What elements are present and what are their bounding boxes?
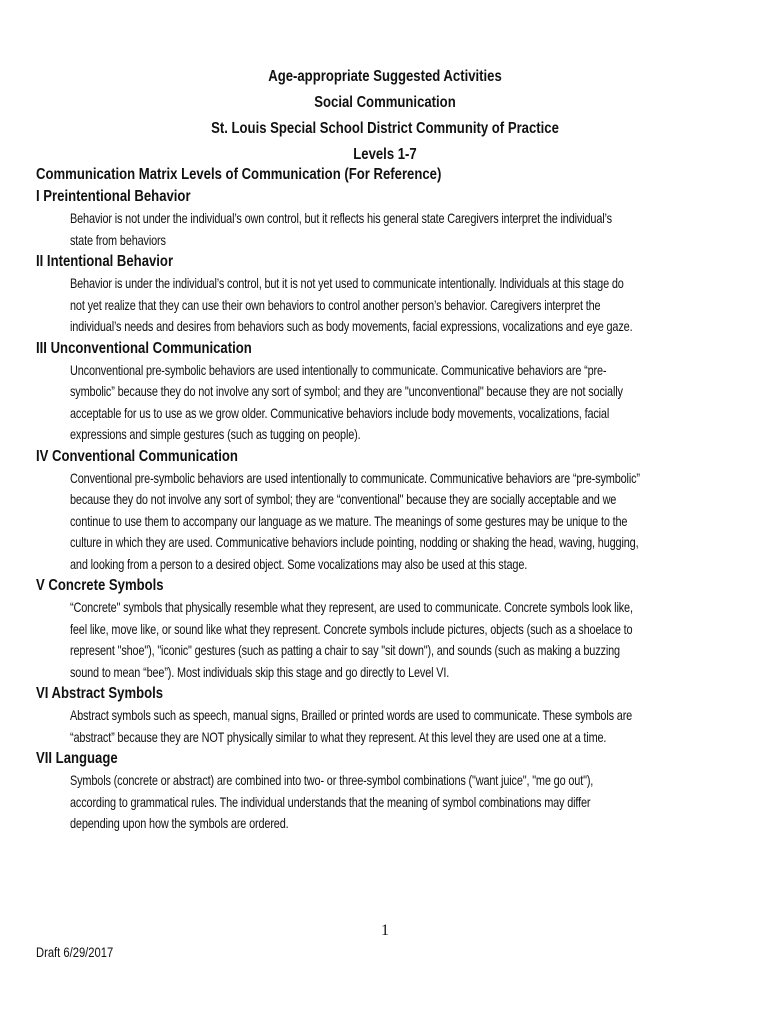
level-description <box>70 208 736 251</box>
level-title: VII Language <box>36 750 118 767</box>
level-section <box>36 748 736 835</box>
document-header <box>0 64 770 168</box>
level-section <box>36 186 736 251</box>
level-description <box>70 360 736 446</box>
description-line: culture in which they are used. Communicative behaviors include pointing, nodding or shaking the head, waving, hugging, <box>70 534 639 550</box>
description-line: represent "shoe"), "iconic" gestures (such as patting a chair to say "sit down"), and sounds (such as making a buzzing <box>70 642 620 658</box>
draft-footer: Draft 6/29/2017 <box>36 944 114 960</box>
level-description <box>70 770 736 835</box>
level-description <box>70 597 736 683</box>
description-line: feel like, move like, or sound like what they represent. Concrete symbols include pictures, objects (such as a shoelace to <box>70 620 633 637</box>
level-section <box>36 683 736 748</box>
page-number: 1 <box>381 922 389 939</box>
description-line: not yet realize that they can use their own behaviors to control another person’s behavior. Caregivers interpret the <box>70 296 601 313</box>
level-section <box>36 575 736 683</box>
level-title: I Preintentional Behavior <box>36 188 191 205</box>
description-line: because they do not involve any sort of symbol; they are “conventional" because they are socially acceptable and we <box>70 491 617 507</box>
level-section <box>36 446 736 576</box>
description-line: Behavior is under the individual’s control, but it is not yet used to communicate intentionally. Individuals at this stage do <box>70 275 624 291</box>
description-line: acceptable for us to use as we grow older. Communicative behaviors include body movements, vocalizations, facial <box>70 404 610 421</box>
level-description <box>70 273 736 338</box>
level-description <box>70 468 736 576</box>
description-line: continue to use them to accompany our language as we mature. The meanings of some gestures may be unique to the <box>70 512 628 529</box>
level-title: VI Abstract Symbols <box>36 685 164 702</box>
description-line: and looking from a person to a desired object. Some vocalizations may also be used at this stage. <box>70 555 528 572</box>
level-title: III Unconventional Communication <box>36 339 252 357</box>
header-line-3: St. Louis Special School District Community of Practice <box>211 120 559 137</box>
description-line: depending upon how the symbols are ordered. <box>70 815 289 831</box>
description-line: according to grammatical rules. The individual understands that the meaning of symbol combinations may differ <box>70 793 591 810</box>
description-line: “Concrete" symbols that physically resemble what they represent, are used to communicate. Concrete symbols look like, <box>70 599 633 615</box>
description-line: Behavior is not under the individual’s own control, but it reflects his general state Caregivers interpret the individual’s <box>70 210 612 226</box>
description-line: Unconventional pre-symbolic behaviors are used intentionally to communicate. Communicative behaviors are “pre- <box>70 361 607 378</box>
level-section <box>36 251 736 338</box>
document-body <box>36 164 736 835</box>
description-line: expressions and simple gestures (such as tugging on people). <box>70 426 361 442</box>
level-title: II Intentional Behavior <box>36 253 174 270</box>
description-line: Abstract symbols such as speech, manual signs, Brailled or printed words are used to communicate. These symbols are <box>70 707 633 723</box>
description-line: individual’s needs and desires from behaviors such as body movements, facial expressions, vocalizations and eye gaze. <box>70 318 633 334</box>
reference-title: Communication Matrix Levels of Communication (For Reference) <box>36 166 442 183</box>
description-line: state from behaviors <box>70 231 166 248</box>
levels-list <box>36 186 736 835</box>
description-line: “abstract” because they are NOT physically similar to what they represent. At this level they are used one at a time. <box>70 728 607 745</box>
level-section <box>36 338 736 446</box>
description-line: symbolic” because they do not involve any sort of symbol; and they are "unconventional" because they are not socially <box>70 383 623 399</box>
level-description <box>70 705 736 748</box>
description-line: sound to mean “bee”). Most individuals skip this stage and go directly to Level VI. <box>70 663 450 680</box>
description-line: Symbols (concrete or abstract) are combined into two- or three-symbol combinations ("want juice", "me go out"), <box>70 772 594 788</box>
description-line: Conventional pre-symbolic behaviors are used intentionally to communicate. Communicative behaviors are “pre-symbolic” <box>70 469 640 486</box>
header-line-4: Levels 1-7 <box>353 146 417 163</box>
level-title: V Concrete Symbols <box>36 577 164 594</box>
header-line-2: Social Communication <box>314 94 456 111</box>
level-title: IV Conventional Communication <box>36 447 238 465</box>
header-line-1: Age-appropriate Suggested Activities <box>268 68 502 85</box>
